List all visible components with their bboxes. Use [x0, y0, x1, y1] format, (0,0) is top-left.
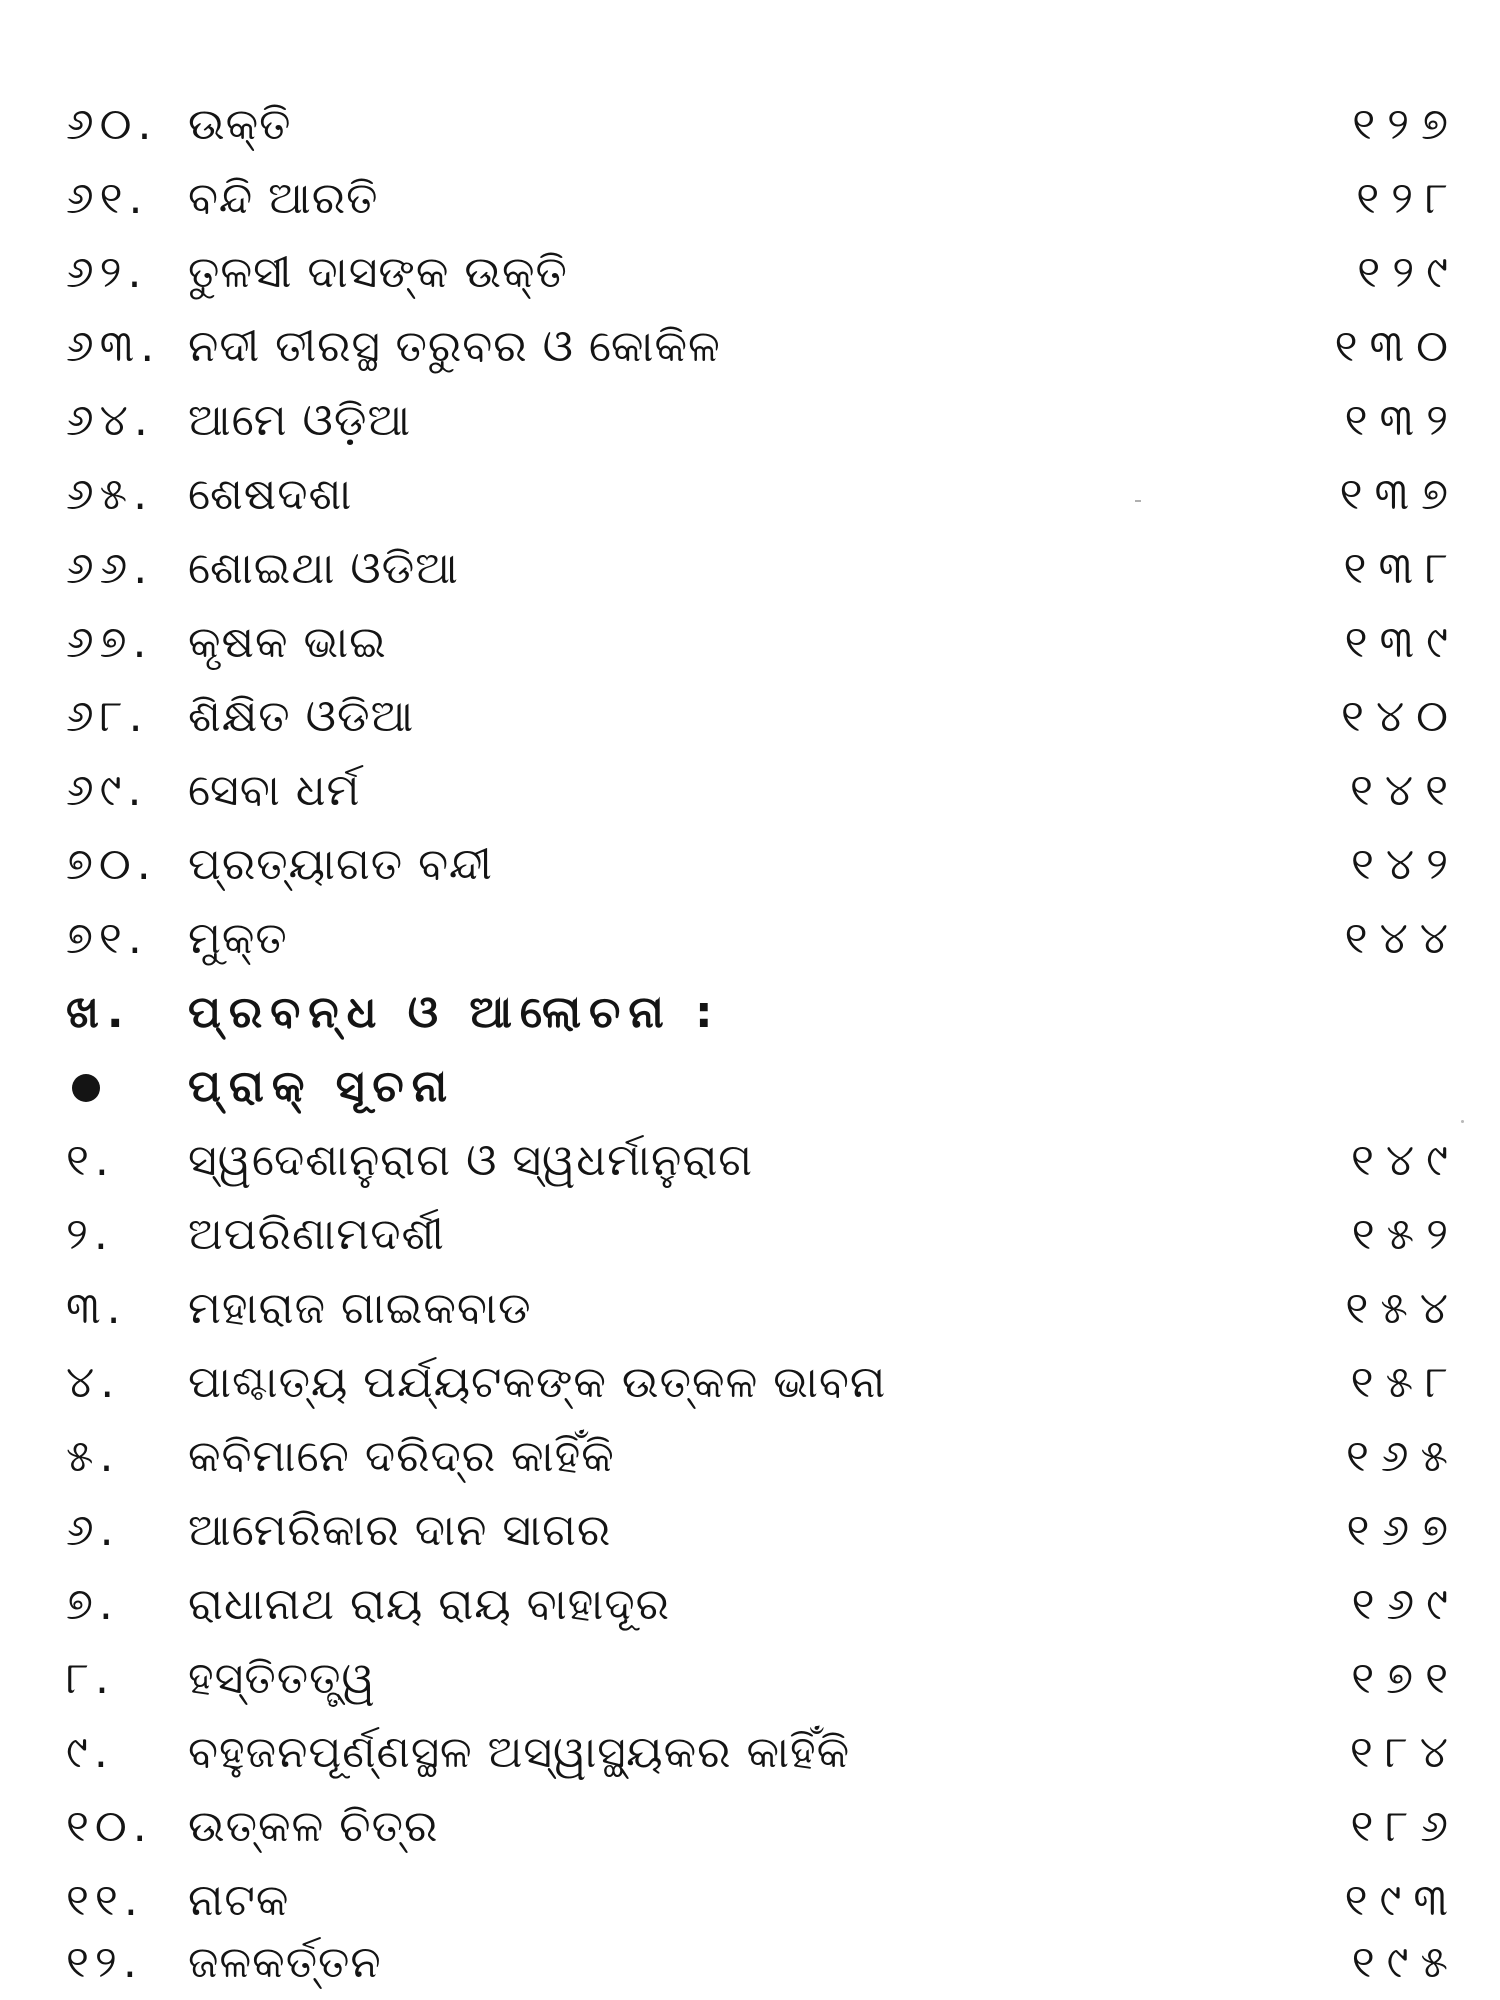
bullet-icon	[72, 1074, 100, 1102]
entry-page: ୧୩୭	[1339, 469, 1460, 520]
entry-title: ସେବା ଧର୍ମ	[188, 765, 361, 816]
toc-entry	[0, 1346, 1500, 1420]
toc-entry	[0, 458, 1500, 532]
entry-page: ୧୪୧	[1349, 765, 1460, 816]
toc-entry	[0, 236, 1500, 310]
entry-number: ୧.	[66, 1135, 115, 1186]
entry-title: ନଦୀ ତୀରସ୍ଥ ତରୁବର ଓ କୋକିଳ	[188, 321, 721, 372]
entry-title: ନାଟକ	[188, 1875, 290, 1926]
entry-page: ୧୪୪	[1344, 913, 1460, 964]
entry-number: ୭୦.	[66, 839, 157, 890]
entry-title: ଜଳକର୍ତ୍ତନ	[188, 1937, 382, 1988]
toc-entry	[0, 1642, 1500, 1716]
entry-number: ୬୪.	[66, 395, 154, 446]
entry-title: ସ୍ୱଦେଶାନୁରାଗ ଓ ସ୍ୱଧର୍ମାନୁରାଗ	[188, 1135, 754, 1186]
entry-number: ୬୦.	[66, 99, 158, 150]
entry-number: ୧୧.	[66, 1875, 144, 1926]
scan-speck	[1135, 500, 1141, 502]
entry-title: ତୁଳସୀ ଦାସଙ୍କ ଉକ୍ତି	[188, 247, 568, 298]
toc-entry	[0, 828, 1500, 902]
toc-entry	[0, 1716, 1500, 1790]
entry-number: ୧୨.	[66, 1937, 143, 1988]
entry-page: ୧୭୧	[1351, 1653, 1460, 1704]
toc-entry	[0, 1198, 1500, 1272]
entry-title: ହସ୍ତିତତ୍ତ୍ୱ	[188, 1653, 376, 1704]
entry-title: ବନ୍ଦି ଆରତି	[188, 173, 379, 224]
entry-title: ପାଶ୍ଚାତ୍ୟ ପର୍ଯ୍ୟଟକଙ୍କ ଉତ୍କଳ ଭାବନା	[188, 1357, 887, 1408]
entry-page: ୧୨୭	[1352, 99, 1460, 150]
section-heading	[0, 976, 1500, 1050]
toc-entry	[0, 1568, 1500, 1642]
entry-number: ୮.	[66, 1653, 115, 1704]
toc-entry	[0, 384, 1500, 458]
entry-title: କୃଷକ ଭାଇ	[188, 617, 387, 668]
toc-entry	[0, 1272, 1500, 1346]
entry-page: ୧୮୬	[1350, 1801, 1460, 1852]
entry-title: ଶେଷଦଶା	[188, 469, 353, 520]
toc-entry	[0, 532, 1500, 606]
entry-title: ଶିକ୍ଷିତ ଓଡିଆ	[188, 691, 415, 742]
entry-number: ୪.	[66, 1357, 121, 1408]
entry-title: ମୁକ୍ତ	[188, 913, 288, 964]
entry-number: ୬୨.	[66, 247, 148, 298]
entry-title: କବିମାନେ ଦରିଦ୍ର କାହିଁକି	[188, 1431, 615, 1482]
entry-title: ମହାରାଜ ଗାଇକବାଡ	[188, 1283, 532, 1334]
entry-page: ୧୯୫	[1351, 1937, 1460, 1988]
entry-page: ୧୩୨	[1344, 395, 1460, 446]
entry-number: ୬୮.	[66, 691, 149, 742]
entry-title: ଉତ୍କଳ ଚିତ୍ର	[188, 1801, 439, 1852]
entry-page: ୧୫୮	[1350, 1357, 1460, 1408]
section-title: ପ୍ରବନ୍ଧ ଓ ଆଲୋଚନା :	[188, 987, 721, 1038]
entry-page: ୧୬୫	[1345, 1431, 1460, 1482]
entry-number: ୬୯.	[66, 765, 148, 816]
entry-number: ୨.	[66, 1209, 114, 1260]
toc-entry	[0, 1926, 1500, 2000]
toc-entry	[0, 680, 1500, 754]
entry-page: ୧୯୩	[1344, 1875, 1460, 1926]
intro-title: ପ୍ରାକ୍ ସୂଚନା	[188, 1061, 456, 1112]
entry-title: ରାଧାନାଥ ରାୟ ରାୟ ବାହାଦୂର	[188, 1579, 670, 1630]
entry-page: ୧୪୨	[1350, 839, 1460, 890]
entry-page: ୧୬୯	[1351, 1579, 1460, 1630]
entry-number: ୬୩.	[66, 321, 161, 372]
entry-page: ୧୪୦	[1341, 691, 1460, 742]
entry-page: ୧୩୮	[1343, 543, 1460, 594]
toc-entry	[0, 88, 1500, 162]
entry-number: ୧୦.	[66, 1801, 153, 1852]
toc-entry	[0, 1790, 1500, 1864]
entry-page: ୧୪୯	[1351, 1135, 1460, 1186]
entry-number: ୯.	[66, 1727, 114, 1778]
entry-number: ୬୫.	[66, 469, 154, 520]
entry-number: ୬୬.	[66, 543, 154, 594]
entry-title: ପ୍ରତ୍ୟାଗତ ବନ୍ଦୀ	[188, 839, 493, 890]
entry-page: ୧୫୨	[1351, 1209, 1460, 1260]
toc-entry	[0, 606, 1500, 680]
entry-number: ୫.	[66, 1431, 120, 1482]
entry-number: ୭.	[66, 1579, 119, 1630]
entry-page: ୧୨୮	[1356, 173, 1460, 224]
toc-entry	[0, 1124, 1500, 1198]
toc-entry	[0, 162, 1500, 236]
toc-entry	[0, 902, 1500, 976]
entry-number: ୩.	[66, 1283, 127, 1334]
scan-mark	[1461, 1120, 1464, 1123]
toc-entry	[0, 754, 1500, 828]
entry-page: ୧୩୦	[1334, 321, 1460, 372]
toc-entry	[0, 310, 1500, 384]
toc-entry	[0, 1420, 1500, 1494]
entry-number: ୬.	[66, 1505, 120, 1556]
entry-page: ୧୬୭	[1346, 1505, 1460, 1556]
section-label: ଖ.	[66, 987, 132, 1038]
intro-entry	[0, 1050, 1500, 1124]
entry-number: ୬୧.	[66, 173, 149, 224]
entry-page: ୧୩୯	[1344, 617, 1460, 668]
entry-title: ଆମେରିକାର ଦାନ ସାଗର	[188, 1505, 612, 1556]
toc-entry	[0, 1494, 1500, 1568]
entry-title: ଆମେ ଓଡ଼ିଆ	[188, 395, 412, 446]
entry-number: ୭୧.	[66, 913, 148, 964]
entry-title: ଶୋଇଥା ଓଡିଆ	[188, 543, 459, 594]
entry-page: ୧୫୪	[1345, 1283, 1460, 1334]
entry-page: ୧୨୯	[1357, 247, 1460, 298]
entry-title: ବହୁଜନପୂର୍ଣ୍ଣସ୍ଥଳ ଅସ୍ୱାସ୍ଥ୍ୟକର କାହିଁକି	[188, 1727, 851, 1778]
entry-number: ୬୭.	[66, 617, 153, 668]
entry-page: ୧୮୪	[1349, 1727, 1460, 1778]
entry-title: ଉକ୍ତି	[188, 99, 292, 150]
entry-title: ଅପରିଣାମଦର୍ଶୀ	[188, 1209, 445, 1260]
